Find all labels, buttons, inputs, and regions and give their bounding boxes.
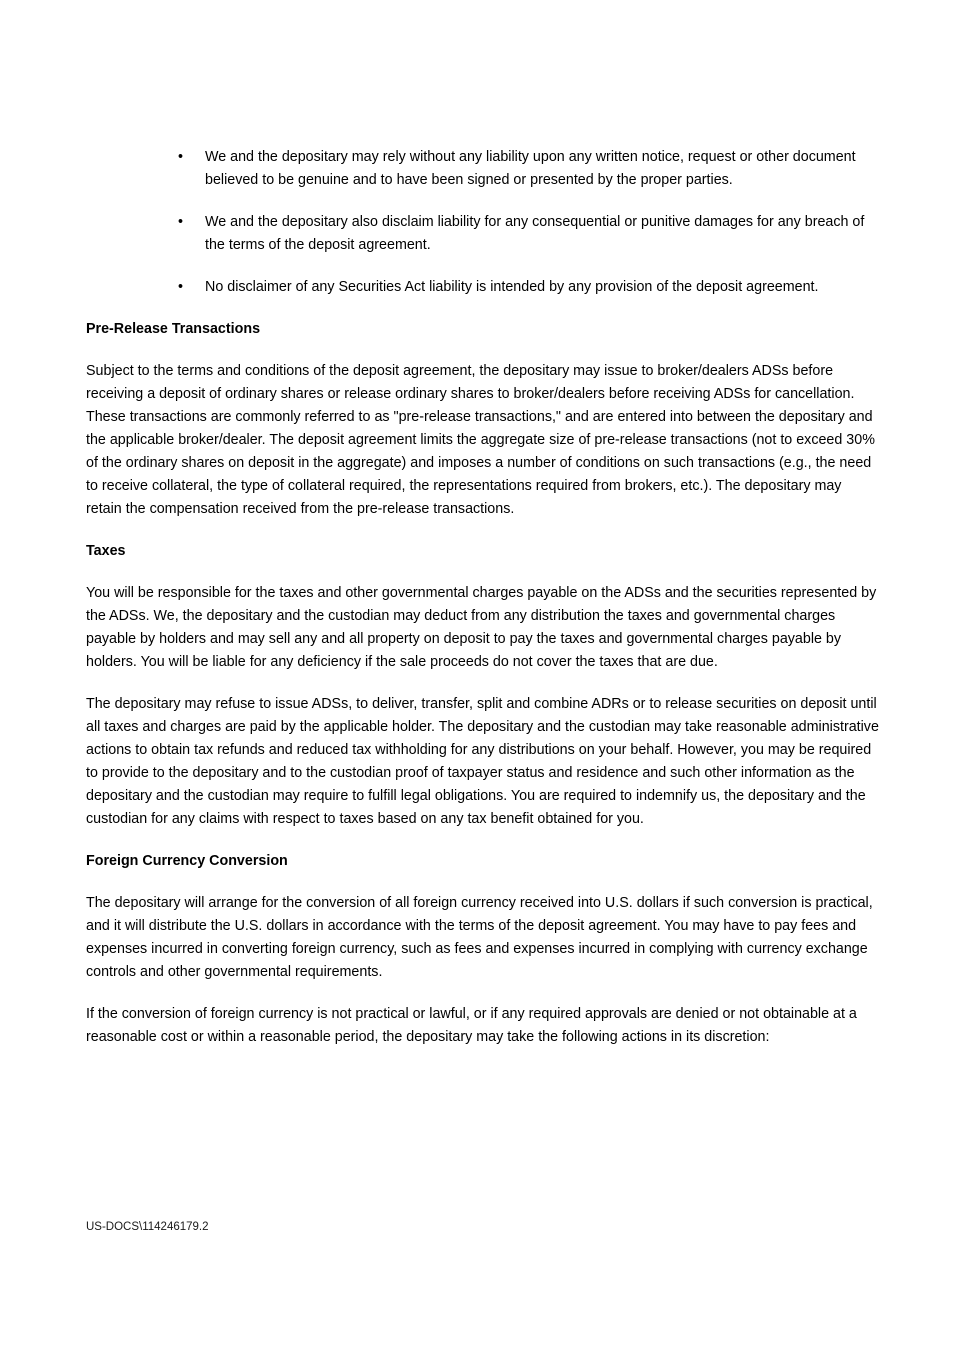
bullet-text: We and the depositary also disclaim liability for any consequential or punitive damages for any breach of the terms of the deposit agreement.: [205, 214, 865, 253]
heading-pre-release-transactions: Pre-Release Transactions: [86, 321, 261, 337]
heading-taxes: Taxes: [86, 543, 126, 559]
section-pre-release-transactions: [86, 318, 879, 521]
bullet-item-securities-act-liability: [86, 276, 879, 299]
bullet-item-consequential-damages: [86, 211, 879, 257]
paragraph-pre-release-1: Subject to the terms and conditions of the deposit agreement, the depositary may issue to broker/dealers ADSs before receiving a deposit of ordinary shares or release ordinary shares to broker/dealers before receiving ADSs for cancellation. These transactions are commonly referred to as "pre-release transactions," and are entered into between the depositary and the applicable broker/dealer. The deposit agreement limits the aggregate size of pre-release transactions (not to exceed 30% of the ordinary shares on deposit in the aggregate) and imposes a number of conditions on such transactions (e.g., the need to receive collateral, the type of collateral required, the representations required from brokers, etc.). The depositary may retain the compensation received from the pre-release transactions.: [86, 363, 875, 517]
document-content: [86, 146, 879, 1068]
paragraph-taxes-1: You will be responsible for the taxes and other governmental charges payable on the ADSs and the securities represented by the ADSs. We, the depositary and the custodian may deduct from any distribution the taxes and governmental charges payable by holders and may sell any and all property on deposit to pay the taxes and governmental charges payable by holders. You will be liable for any deficiency if the sale proceeds do not cover the taxes that are due.: [86, 585, 877, 670]
section-foreign-currency-conversion: [86, 850, 879, 1049]
bullet-icon: •: [178, 214, 184, 230]
paragraph-foreign-currency-1: The depositary will arrange for the conversion of all foreign currency received into U.S. dollars if such conversion is practical, and it will distribute the U.S. dollars in accordance with the terms of the deposit agreement. You may have to pay fees and expenses incurred in converting foreign currency, such as fees and expenses incurred in complying with currency exchange controls and other governmental requirements.: [86, 895, 873, 980]
paragraph-taxes-2: The depositary may refuse to issue ADSs, to deliver, transfer, split and combine ADRs or to release securities on deposit until all taxes and charges are paid by the applicable holder. The depositary and the custodian may take reasonable administrative actions to obtain tax refunds and reduced tax withholding for any distributions on your behalf. However, you may be required to provide to the depositary and to the custodian proof of taxpayer status and residence and such other information as the depositary and the custodian may require to fulfill legal obligations. You are required to indemnify us, the depositary and the custodian for any claims with respect to taxes based on any tax benefit obtained for you.: [86, 696, 879, 827]
bullet-text: We and the depositary may rely without any liability upon any written notice, request or other document believed to be genuine and to have been signed or presented by the proper parties.: [205, 149, 856, 188]
bullet-list: [86, 146, 879, 299]
bullet-item-reliance-on-notices: [86, 146, 879, 192]
paragraph-foreign-currency-2: If the conversion of foreign currency is not practical or lawful, or if any required approvals are denied or not obtainable at a reasonable cost or within a reasonable period, the depositary may take the following actions in its discretion:: [86, 1006, 857, 1045]
bullet-icon: •: [178, 279, 184, 295]
heading-foreign-currency-conversion: Foreign Currency Conversion: [86, 853, 288, 869]
document-control-number: US-DOCS\114246179.2: [86, 1221, 209, 1233]
bullet-text: No disclaimer of any Securities Act liability is intended by any provision of the deposit agreement.: [205, 279, 819, 295]
section-taxes: [86, 540, 879, 831]
bullet-icon: •: [178, 149, 184, 165]
